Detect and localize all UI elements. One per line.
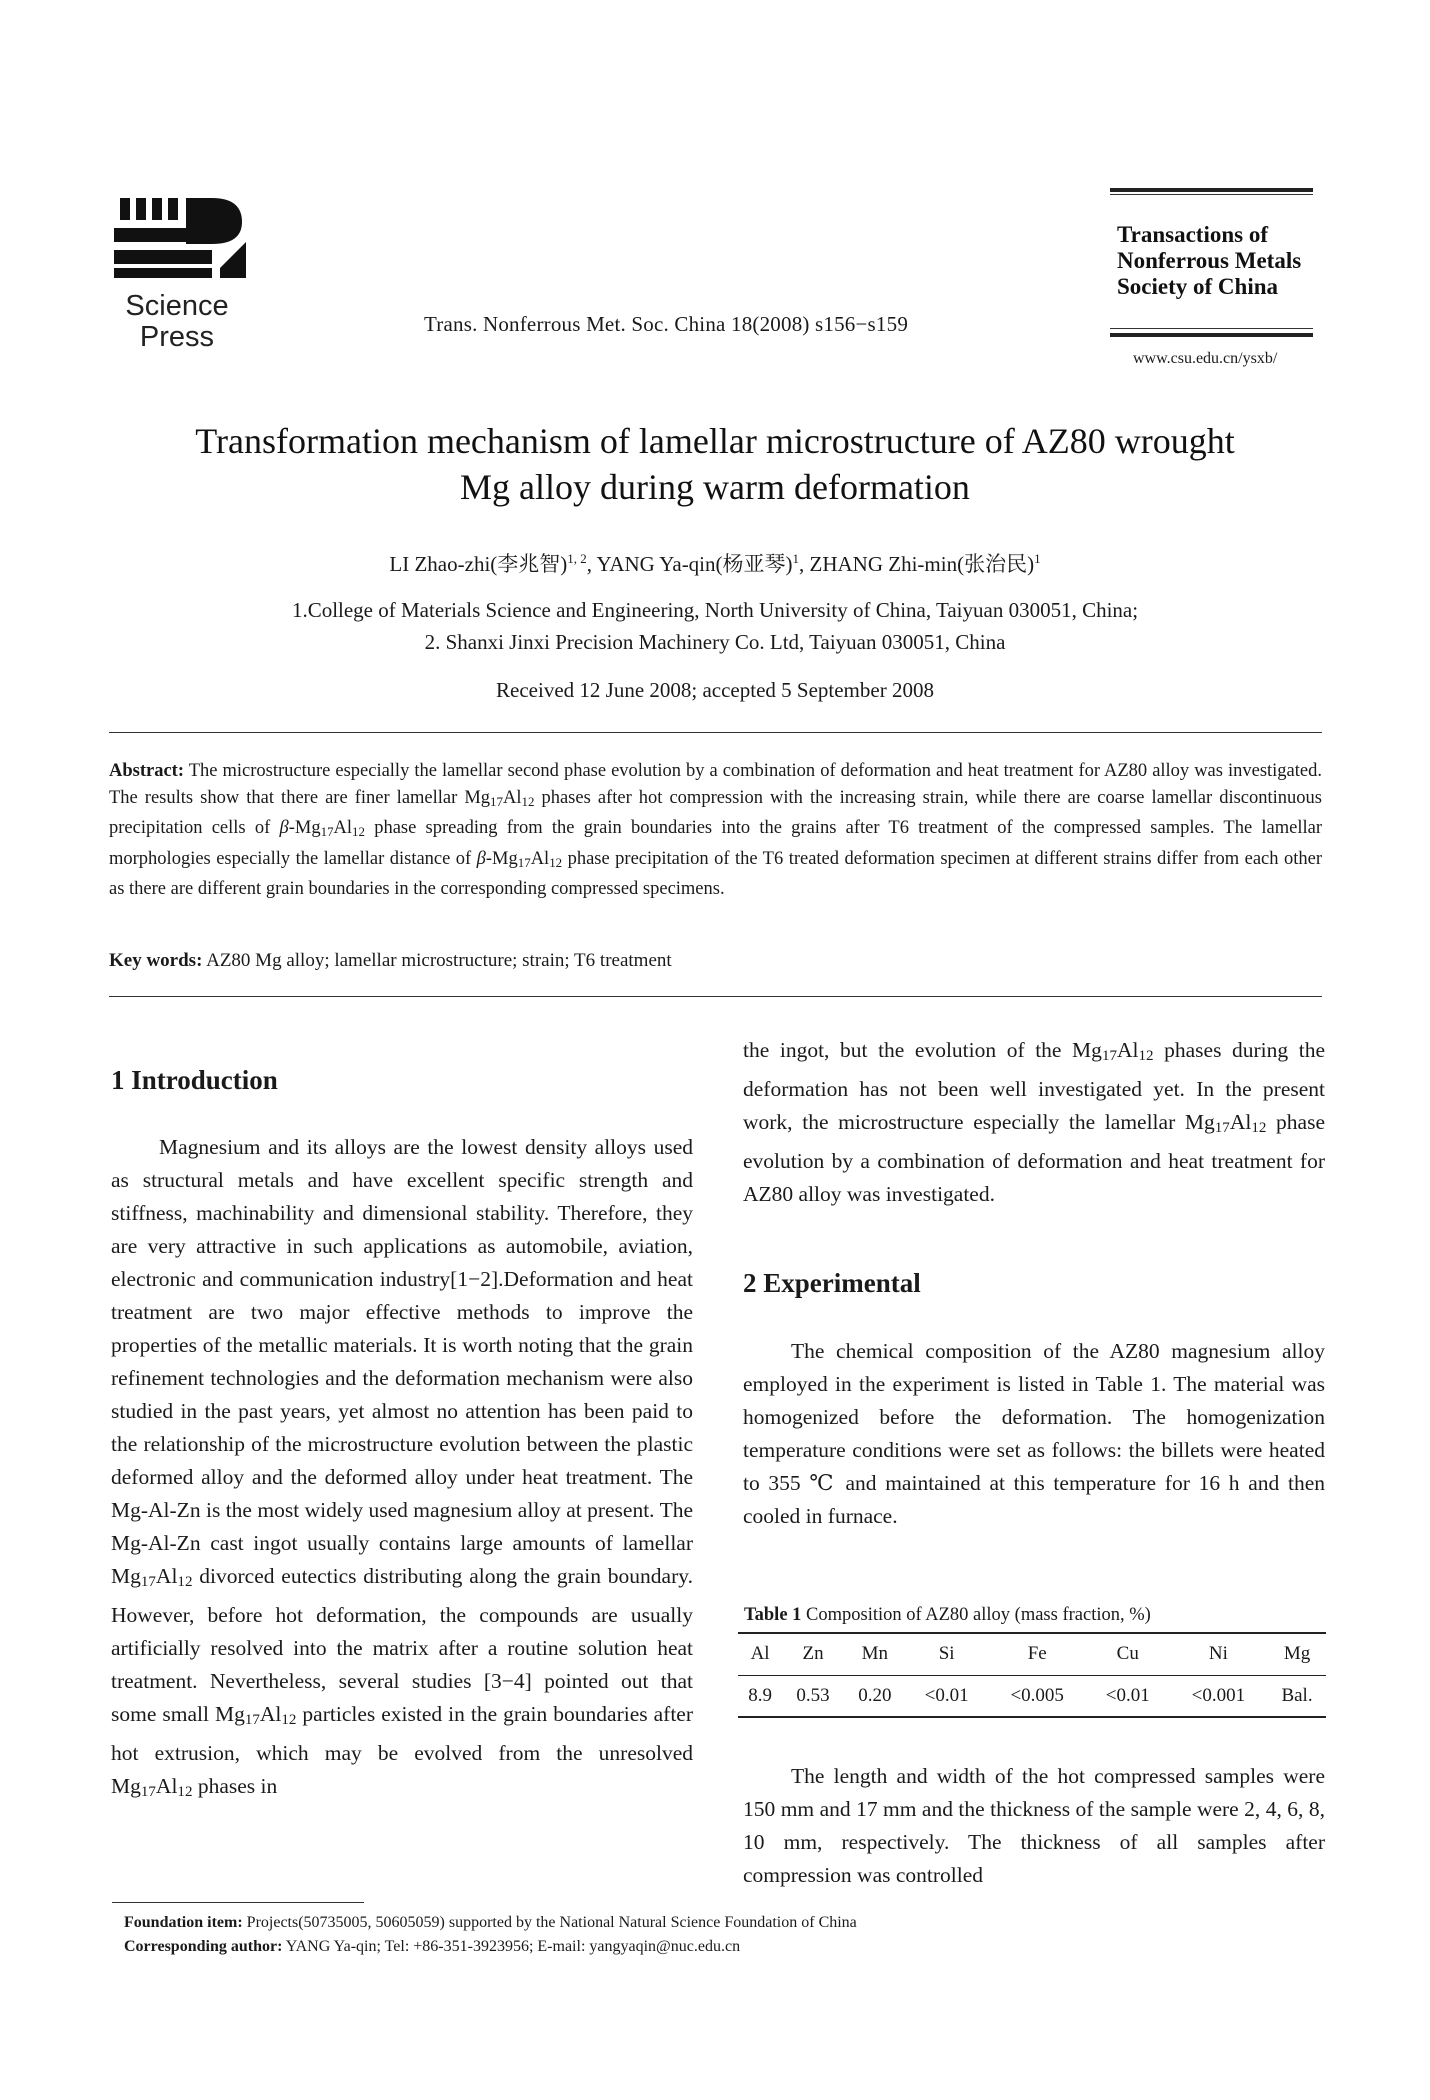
subscript: 17 [517,854,531,870]
article-title-line1: Transformation mechanism of lamellar microstructure of AZ80 wrought [195,421,1235,461]
subscript: 17 [490,794,503,810]
text-run: Al [259,1702,282,1726]
subscript: 12 [177,1574,193,1590]
subscript: 17 [140,1784,156,1800]
composition-table [738,1632,1326,1718]
text-run: -Mg [288,818,321,839]
beta-symbol: β [279,818,289,839]
table-cell: 0.53 [796,1684,830,1706]
table-row [738,1675,1326,1717]
article-title [0,418,1430,510]
keywords-text: AZ80 Mg alloy; lamellar microstructure; strain; T6 treatment [206,950,672,971]
abstract-label: Abstract: [109,761,185,781]
text-run: Al [502,788,522,809]
author-separator: , [586,552,597,576]
author-name: YANG Ya-qin(杨亚琴) [596,552,793,576]
author-affiliation-mark: 1 [1034,551,1041,566]
header-rule-top [1110,188,1313,192]
header-rule-bottom-thin [1110,328,1313,329]
journal-name-line2: Nonferrous Metals [1117,248,1302,273]
table-cell: <0.001 [1191,1684,1246,1706]
foundation-footnote [124,1914,857,1932]
corresponding-footnote [124,1938,740,1956]
text-run: particles existed in the grain boundaries after hot extrusion, which may be evolved from the unresolved Mg [111,1702,693,1798]
table-header-row [738,1633,1326,1675]
publisher-name-line1: Science [125,290,229,322]
experimental-paragraph-2: The length and width of the hot compressed samples were 150 mm and 17 mm and the thickness of the sample were 2, 4, 6, 8, 10 mm, respectively. The thickness of all samples after compression was controlled [743,1764,1325,1887]
table-cell: 0.20 [858,1684,892,1706]
abstract [109,758,1322,903]
affiliation-1: 1.College of Materials Science and Engineering, North University of China, Taiyuan 030051, China; [291,598,1139,622]
subscript: 12 [549,854,563,870]
science-press-logo-icon [112,196,252,291]
text-run: Al [530,848,550,869]
table-header-cell: Mg [1283,1643,1311,1665]
table-header-cell: Mn [861,1643,889,1665]
section-heading-introduction: 1 Introduction [111,1065,278,1095]
subscript: 17 [140,1574,156,1590]
author-name: ZHANG Zhi-min(张治民) [809,552,1035,576]
text-run: Magnesium and its alloys are the lowest density alloys used as structural metals and have excellent specific strength and stiffness, machinability and dimensional stability. Therefore, they are very attractive in such applications as automobile, aviation, electronic and communication industry[1−2].Deformation and heat treatment are two major effective methods to improve the properties of the metallic materials. It is worth noting that the grain refinement technologies and the deformation mechanism were also studied in the past years, yet almost no attention has been paid to the relationship of the microstructure evolution between the plastic deformed alloy and the deformed alloy under heat treatment. The Mg-Al-Zn is the most widely used magnesium alloy at present. The Mg-Al-Zn cast ingot usually contains large amounts of lamellar Mg [111,1135,693,1588]
text-run: Al [1116,1038,1139,1062]
subscript: 17 [1214,1120,1230,1136]
subscript: 12 [521,794,535,810]
subscript: 17 [320,824,334,840]
affiliation-2: 2. Shanxi Jinxi Precision Machinery Co. Ltd, Taiyuan 030051, China [424,630,1006,654]
journal-name-line1: Transactions of [1117,222,1268,247]
abstract-rule-bottom [109,996,1322,997]
text-run: Al [155,1564,178,1588]
table-caption-text: Composition of AZ80 alloy (mass fraction, %) [801,1605,1151,1625]
introduction-paragraph-continued [743,1034,1325,1211]
beta-symbol: β [476,848,486,869]
author-list [0,548,1430,578]
introduction-body [111,1131,693,1809]
table-cell: 8.9 [748,1684,772,1706]
table-cell: Bal. [1281,1684,1313,1706]
subscript: 17 [244,1712,260,1728]
table-cell: <0.005 [1010,1684,1064,1706]
introduction-body-continued [743,1034,1325,1211]
section-heading-experimental: 2 Experimental [743,1268,921,1298]
subscript: 12 [281,1712,297,1728]
text-run: -Mg [485,848,518,869]
text-run: phase spreading from the grain boundaries into the grains after T6 treatment of the compressed samples. The lamellar morphologies especially the lamellar distance of [109,818,1322,869]
table-header-cell: Ni [1208,1643,1228,1665]
received-dates: Received 12 June 2008; accepted 5 September 2008 [496,678,934,702]
keywords [109,950,672,972]
subscript: 12 [352,824,365,840]
table-header-cell: Cu [1116,1643,1139,1665]
text-run: the ingot, but the evolution of the Mg [743,1038,1102,1062]
text-run: Al [333,818,353,839]
author-name: LI Zhao-zhi(李兆智) [389,552,568,576]
table-caption [744,1605,1151,1626]
journal-name-line3: Society of China [1117,274,1278,299]
header-rule-top-thin [1110,194,1313,195]
text-run: phase precipitation of the T6 treated deformation specimen at different strains differ from each other as there are different grain boundaries in the corresponding compressed specimens. [109,848,1322,899]
keywords-label: Key words: [109,950,203,971]
header-rule-bottom [1110,333,1313,337]
text-run: phase evolution by a combination of deformation and heat treatment for AZ80 alloy was investigated. [743,1110,1326,1206]
subscript: 12 [1138,1048,1154,1064]
table-cell: <0.01 [1105,1684,1150,1706]
foundation-text: Projects(50735005, 50605059) supported by the National Natural Science Foundation of China [242,1914,857,1931]
author-affiliation-mark: 1 [792,551,800,566]
table-header-cell: Al [750,1643,770,1665]
corresponding-text: YANG Ya-qin; Tel: +86-351-3923956; E-mail: yangyaqin@nuc.edu.cn [282,1938,741,1955]
article-title-line2: Mg alloy during warm deformation [460,467,970,507]
publisher-name-line2: Press [139,321,215,353]
abstract-rule-top [109,732,1322,733]
text-run: phases in [192,1774,278,1798]
subscript: 12 [1251,1120,1267,1136]
table-caption-label: Table 1 [744,1605,802,1625]
publisher-logo [112,196,252,353]
experimental-body-2 [743,1760,1325,1892]
subscript: 17 [1101,1048,1117,1064]
text-run: divorced eutectics distributing along the grain boundary. However, before hot deformation, the compounds are usually artificially resolved into the matrix after a routine solution heat treatment. Nevertheless, several studies [3−4] pointed out that some small Mg [111,1564,693,1726]
author-affiliation-mark: 1, 2 [567,551,587,566]
corresponding-label: Corresponding author: [124,1938,283,1955]
introduction-paragraph [111,1131,693,1809]
subscript: 12 [177,1784,193,1800]
table-header-cell: Fe [1027,1643,1047,1665]
table-cell: <0.01 [924,1684,969,1706]
text-run: Al [1229,1110,1252,1134]
experimental-body [743,1335,1325,1533]
text-run: Al [155,1774,178,1798]
text-run: phases after hot compression with the increasing strain, while there are coarse lamellar discontinuous precipitation cells of [109,788,1322,839]
text-run: The microstructure especially the lamellar second phase evolution by a combination of deformation and heat treatment for AZ80 alloy was investigated. The results show that there are finer lamellar Mg [109,761,1322,809]
table-header-cell: Zn [802,1643,824,1665]
journal-url[interactable]: www.csu.edu.cn/ysxb/ [1133,350,1278,367]
abstract-text [109,761,1322,899]
footnote-rule [112,1902,364,1903]
experimental-paragraph-1: The chemical composition of the AZ80 magnesium alloy employed in the experiment is listed in Table 1. The material was homogenized before the deformation. The homogenization temperature conditions were set as follows: the billets were heated to 355 ℃ and maintained at this temperature for 16 h and then cooled in furnace. [743,1339,1325,1528]
author-separator: , [799,552,810,576]
foundation-label: Foundation item: [124,1914,243,1931]
text-run: phases during the deformation has not been well investigated yet. In the present work, the microstructure especially the lamellar Mg [743,1038,1326,1134]
table-header-cell: Si [938,1643,955,1665]
journal-name [1117,222,1301,300]
journal-citation: Trans. Nonferrous Met. Soc. China 18(2008) s156−s159 [424,312,909,336]
